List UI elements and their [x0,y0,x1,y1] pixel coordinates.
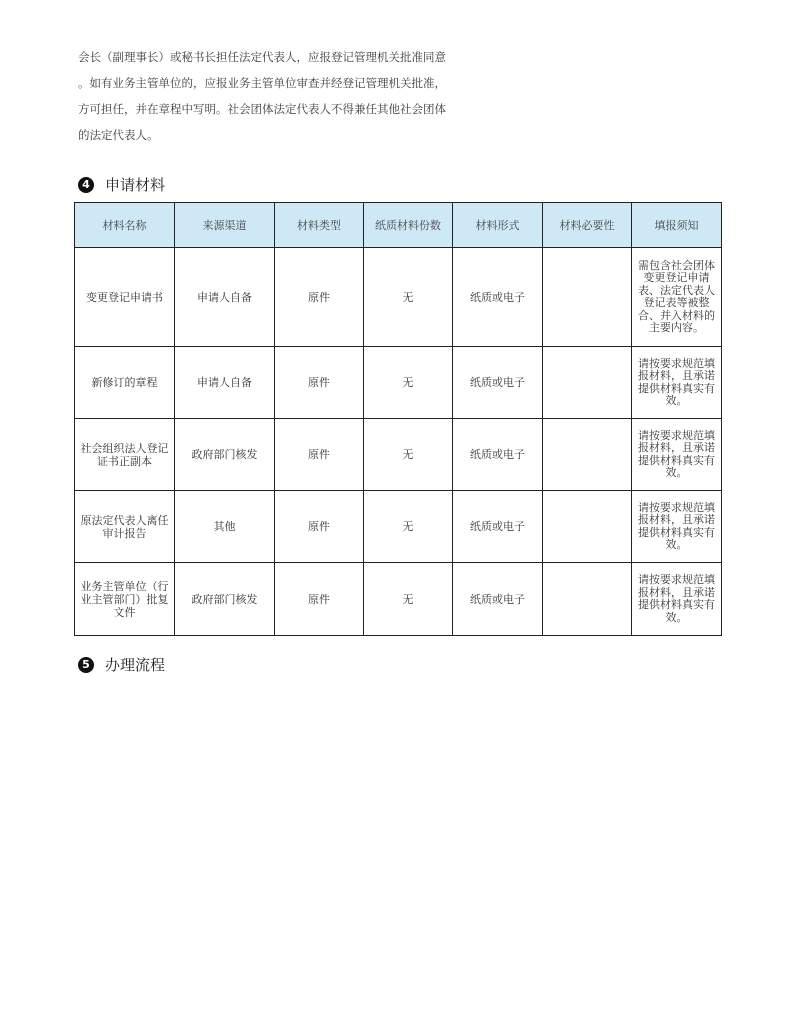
column-header: 填报须知 [632,203,722,248]
section-number-badge: 5 [78,657,94,673]
material-necessity [543,248,632,347]
material-copies: 无 [364,563,453,636]
material-necessity [543,491,632,563]
material-source: 申请人自备 [175,347,275,419]
table-row [75,563,722,636]
material-form: 纸质或电子 [453,563,543,636]
column-header: 材料名称 [75,203,175,248]
section-heading-process [78,654,165,675]
intro-line: 的法定代表人。 [78,128,159,142]
material-form: 纸质或电子 [453,248,543,347]
materials-table [74,202,722,636]
table-row [75,491,722,563]
material-note: 请按要求规范填报材料，且承诺提供材料真实有效。 [632,347,722,419]
material-note: 请按要求规范填报材料，且承诺提供材料真实有效。 [632,563,722,636]
material-necessity [543,419,632,491]
column-header: 材料类型 [275,203,364,248]
material-necessity [543,563,632,636]
material-name: 原法定代表人离任审计报告 [75,491,175,563]
table-row [75,419,722,491]
material-copies: 无 [364,419,453,491]
section-heading-materials [78,174,165,195]
intro-line: 。如有业务主管单位的，应报业务主管单位审查并经登记管理机关批准， [78,76,446,90]
intro-paragraph [78,44,468,148]
material-source: 申请人自备 [175,248,275,347]
intro-line: 方可担任，并在章程中写明。社会团体法定代表人不得兼任其他社会团体 [78,102,446,116]
material-necessity [543,347,632,419]
material-copies: 无 [364,491,453,563]
material-note: 请按要求规范填报材料，且承诺提供材料真实有效。 [632,419,722,491]
material-source: 政府部门核发 [175,419,275,491]
material-copies: 无 [364,347,453,419]
material-type: 原件 [275,248,364,347]
section-title: 办理流程 [105,656,166,674]
table-header-row [75,203,722,248]
material-note: 需包含社会团体变更登记申请表、法定代表人登记表等被整合、并入材料的主要内容。 [632,248,722,347]
material-note: 请按要求规范填报材料，且承诺提供材料真实有效。 [632,491,722,563]
material-form: 纸质或电子 [453,419,543,491]
material-form: 纸质或电子 [453,491,543,563]
material-name: 社会组织法人登记证书正副本 [75,419,175,491]
column-header: 材料必要性 [543,203,632,248]
material-copies: 无 [364,248,453,347]
material-source: 政府部门核发 [175,563,275,636]
column-header: 材料形式 [453,203,543,248]
material-type: 原件 [275,419,364,491]
intro-line: 会长（副理事长）或秘书长担任法定代表人，应报登记管理机关批准同意 [78,50,446,64]
column-header: 纸质材料份数 [364,203,453,248]
column-header: 来源渠道 [175,203,275,248]
table-row [75,248,722,347]
section-title: 申请材料 [105,176,166,194]
material-type: 原件 [275,491,364,563]
material-type: 原件 [275,563,364,636]
material-name: 变更登记申请书 [75,248,175,347]
material-source: 其他 [175,491,275,563]
section-number-badge: 4 [78,177,94,193]
table-row [75,347,722,419]
material-name: 新修订的章程 [75,347,175,419]
material-form: 纸质或电子 [453,347,543,419]
material-type: 原件 [275,347,364,419]
material-name: 业务主管单位（行业主管部门）批复文件 [75,563,175,636]
